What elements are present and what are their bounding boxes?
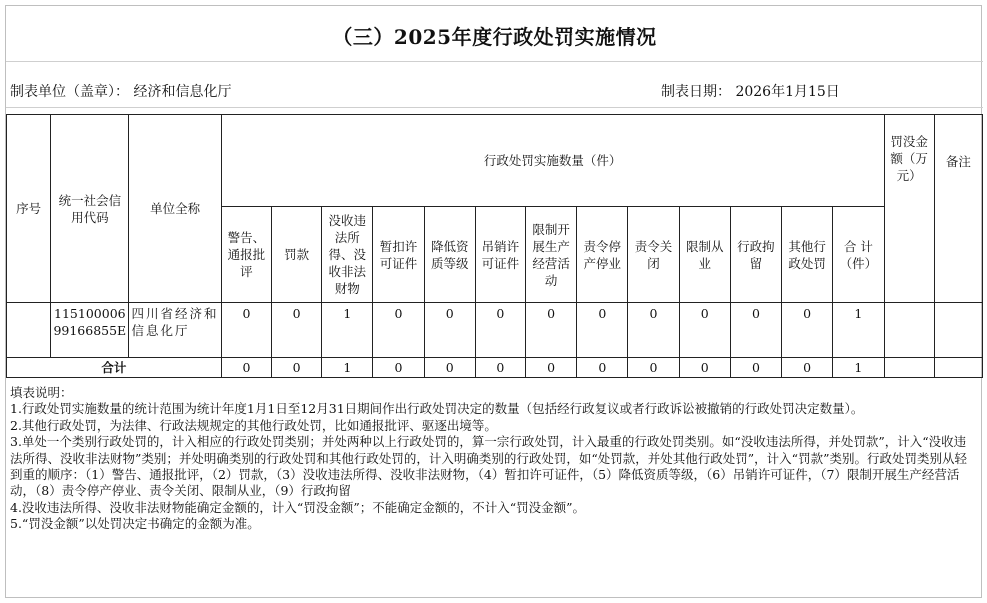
total-count-suspend-production: 0: [577, 358, 628, 378]
header-qualification-downgrade: 降低资质等级: [424, 207, 475, 303]
total-label: 合计: [7, 358, 222, 378]
header-warning: 警告、通报批评: [221, 207, 271, 303]
row-count-subtotal: 1: [833, 303, 884, 358]
header-credit-code: 统一社会信用代码: [51, 115, 129, 303]
header-fine-amount: 罚没金额（万元）: [884, 115, 934, 303]
total-count-detention: 0: [730, 358, 781, 378]
prepared-date: 制表日期： 2026年1月15日: [661, 84, 840, 100]
total-fine-amount: [884, 358, 934, 378]
note-item: 2.其他行政处罚，为法律、行政法规规定的其他行政处罚，比如通报批评、驱逐出境等。: [10, 417, 497, 433]
notes-heading: 填表说明：: [10, 385, 73, 400]
header-confiscation: 没收违法所得、没收非法财物: [322, 207, 373, 303]
total-count-license-suspension: 0: [373, 358, 424, 378]
row-fine-amount: [884, 303, 934, 358]
total-count-license-revocation: 0: [475, 358, 525, 378]
note-item: 4.没收违法所得、没收非法财物能确定金额的，计入“罚没金额”；不能确定金额的，不计入“罚没金额”。: [10, 499, 585, 515]
header-penalty-count-group: 行政处罚实施数量（件）: [221, 115, 884, 207]
header-closure: 责令关闭: [628, 207, 679, 303]
row-count-license-revocation: 0: [475, 303, 525, 358]
total-count-fine: 0: [272, 358, 322, 378]
total-count-employment-restriction: 0: [679, 358, 730, 378]
row-count-confiscation: 1: [322, 303, 373, 358]
note-item: 3.单处一个类别行政处罚的，计入相应的行政处罚类别；并处两种以上行政处罚的，算一宗行政处罚，计入最重的行政处罚类别。如“没收违法所得，并处罚款”，计入“没收违法所得、没收非法财物”类别；并处明确类别的行政处罚和其他行政处罚的，计入明确类别的行政处罚，如“处罚款，并处其他行政处罚”，计入“罚款”类别。行政处罚类别从轻到重的顺序：（1）警告、通报批评，（2）罚款，（3）没收违法所得、没收非法财物，（4）暂扣许可证件，（5）降低资质等级，（6）吊销许可证件，（7）限制开展生产经营活动，（8）责令停产停业、责令关闭、限制从业，（9）行政拘留: [10, 434, 967, 499]
header-row-1: [7, 115, 983, 207]
total-count-business-restriction: 0: [526, 358, 577, 378]
header-other-penalty: 其他行政处罚: [782, 207, 833, 303]
row-remarks: [934, 303, 982, 358]
header-remarks: 备注: [934, 115, 982, 303]
header-license-revocation: 吊销许可证件: [475, 207, 525, 303]
row-count-license-suspension: 0: [373, 303, 424, 358]
header-license-suspension: 暂扣许可证件: [373, 207, 424, 303]
row-count-closure: 0: [628, 303, 679, 358]
total-remarks: [934, 358, 982, 378]
header-subtotal: 合 计（件）: [833, 207, 884, 303]
meta-divider: [6, 107, 983, 108]
header-seq: 序号: [7, 115, 51, 303]
report-page: [5, 5, 982, 598]
total-count-other-penalty: 0: [782, 358, 833, 378]
row-unit-name: 四川省经济和信息化厅: [129, 303, 221, 358]
filling-instructions: [10, 385, 978, 533]
header-unit-name: 单位全称: [129, 115, 221, 303]
row-count-employment-restriction: 0: [679, 303, 730, 358]
header-business-restriction: 限制开展生产经营活动: [526, 207, 577, 303]
row-count-business-restriction: 0: [526, 303, 577, 358]
note-item: 5.“罚没金额”以处罚决定书确定的金额为准。: [10, 516, 260, 532]
total-count-qualification-downgrade: 0: [424, 358, 475, 378]
row-seq: [7, 303, 51, 358]
title-divider: [6, 61, 983, 62]
header-suspend-production: 责令停产停业: [577, 207, 628, 303]
total-count-subtotal: 1: [833, 358, 884, 378]
page-title: （三）2025年度行政处罚实施情况: [332, 25, 657, 49]
row-credit-code: 11510000699166855E: [51, 303, 129, 358]
prepared-by-unit: 制表单位（盖章）： 经济和信息化厅: [10, 84, 232, 100]
total-count-confiscation: 1: [322, 358, 373, 378]
row-count-suspend-production: 0: [577, 303, 628, 358]
total-row: [7, 358, 983, 378]
header-employment-restriction: 限制从业: [679, 207, 730, 303]
row-count-qualification-downgrade: 0: [424, 303, 475, 358]
total-count-warning: 0: [221, 358, 271, 378]
row-count-warning: 0: [221, 303, 271, 358]
note-item: 1.行政处罚实施数量的统计范围为统计年度1月1日至12月31日期间作出行政处罚决定的数量（包括经行政复议或者行政诉讼被撤销的行政处罚决定数量）。: [10, 401, 864, 417]
penalty-table: [6, 114, 983, 378]
row-count-detention: 0: [730, 303, 781, 358]
row-count-fine: 0: [272, 303, 322, 358]
header-fine: 罚款: [272, 207, 322, 303]
table-row: [7, 303, 983, 358]
header-detention: 行政拘留: [730, 207, 781, 303]
row-count-other-penalty: 0: [782, 303, 833, 358]
total-count-closure: 0: [628, 358, 679, 378]
